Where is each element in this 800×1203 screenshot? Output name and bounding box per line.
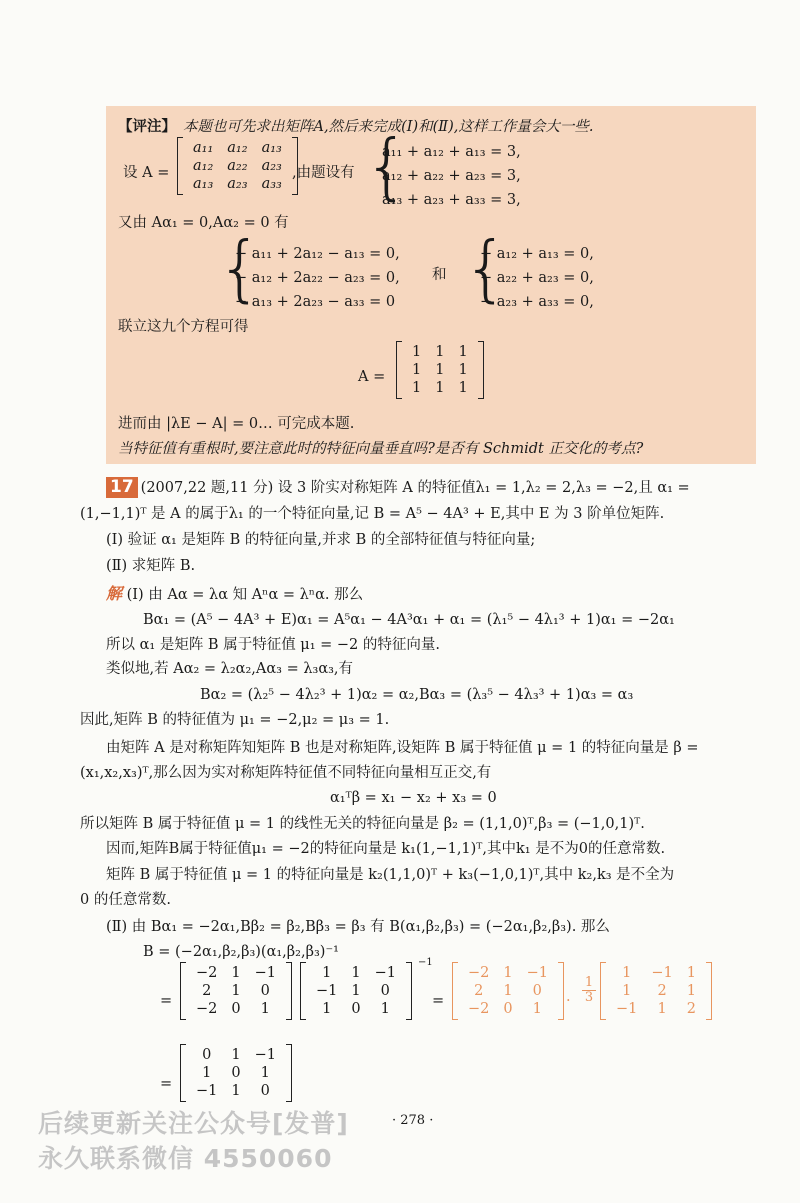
sys3-eq2: − a₂₂ + a₂₃ = 0,: [480, 270, 594, 286]
matrix-cell: 1: [458, 344, 468, 360]
solution-s12: 矩阵 B 属于特征值 μ = 1 的特征向量是 k₂(1,1,0)ᵀ + k₃(−1,0,1)ᵀ,其中 k₂,k₃ 是不全为: [106, 867, 675, 883]
matrix-cell: 1: [622, 983, 632, 999]
matrix-cell: −1: [254, 1047, 276, 1063]
matrix-cell: −2: [196, 965, 218, 981]
solution-s2: Bα₁ = (A⁵ − 4A³ + E)α₁ = A⁵α₁ − 4A³α₁ + α₁ = (λ₁⁵ − 4λ₁³ + 1)α₁ = −2α₁: [143, 612, 675, 628]
matrix-cell: 0: [231, 1065, 241, 1081]
matrix-cell: 0: [532, 983, 542, 999]
matrix-cell: 0: [231, 1001, 241, 1017]
solution-s1-text: (Ⅰ) 由 Aα = λα 知 Aⁿα = λⁿα. 那么: [126, 587, 364, 603]
problem-number: 17: [106, 477, 138, 498]
matrix-cell: 0: [260, 983, 270, 999]
matrix-cell: 0: [503, 1001, 513, 1017]
matrix-cell: a₁₃: [261, 140, 282, 156]
matrix-m5: [180, 1044, 292, 1102]
matrix-m4: [600, 962, 712, 1020]
note-question: 当特征值有重根时,要注意此时的特征向量垂直吗?是否有 Schmidt 正交化的考点?: [118, 441, 644, 457]
system-2: [235, 242, 400, 314]
solution-s8: (x₁,x₂,x₃)ᵀ,那么因为实对称矩阵特征值不同特征向量相互正交,有: [80, 765, 492, 781]
matrix-cell: 1: [231, 983, 241, 999]
matrix-cell: 1: [435, 380, 445, 396]
matrix-cell: −1: [616, 1001, 638, 1017]
matrix-cell: 1: [458, 362, 468, 378]
matrix-cell: 2: [474, 983, 484, 999]
fraction-den: 3: [582, 990, 596, 1005]
matrix-m2: [300, 962, 412, 1020]
matrix-cell: 1: [686, 965, 696, 981]
solution-s3: 所以 α₁ 是矩阵 B 属于特征值 μ₁ = −2 的特征向量.: [106, 637, 441, 653]
matrix-cell: 0: [202, 1047, 212, 1063]
equals-1: =: [160, 993, 173, 1009]
matrix-cell: 1: [412, 344, 422, 360]
matrix-cell: 1: [202, 1065, 212, 1081]
sys3-eq1: − a₁₂ + a₁₃ = 0,: [480, 246, 594, 262]
solution-s6: 因此,矩阵 B 的特征值为 μ₁ = −2,μ₂ = μ₃ = 1.: [80, 712, 390, 728]
matrix-cell: 2: [657, 983, 667, 999]
solution-s15: B = (−2α₁,β₂,β₃)(α₁,β₂,β₃)⁻¹: [143, 944, 339, 960]
matrix-cell: 0: [380, 983, 390, 999]
fraction-one-third: [582, 976, 596, 1006]
system-3: [480, 242, 594, 314]
matrix-cell: 1: [322, 1001, 332, 1017]
matrix-cell: 1: [412, 362, 422, 378]
matrix-cell: 0: [260, 1083, 270, 1099]
matrix-cell: 1: [231, 1083, 241, 1099]
matrix-cell: 1: [231, 1047, 241, 1063]
matrix-cell: −1: [316, 983, 338, 999]
matrix-cell: a₂₃: [261, 158, 282, 174]
matrix-cell: 1: [322, 965, 332, 981]
matrix-cell: −2: [468, 1001, 490, 1017]
matrix-cell: 1: [351, 983, 361, 999]
matrix-cell: −1: [374, 965, 396, 981]
matrix-cell: a₂₂: [227, 158, 248, 174]
note-label: 【评注】: [118, 119, 176, 135]
problem-part2: (Ⅱ) 求矩阵 B.: [106, 558, 196, 574]
solution-s1: [106, 584, 363, 604]
solution-s13: 0 的任意常数.: [80, 892, 171, 908]
note-intro: 本题也可先求出矩阵A,然后来完成(Ⅰ)和(Ⅱ),这样工作量会大一些.: [183, 119, 594, 135]
fraction-num: 1: [584, 975, 594, 990]
matrix-cell: a₁₃: [193, 176, 214, 192]
solution-s11: 因而,矩阵B属于特征值μ₁ = −2的特征向量是 k₁(1,−1,1)ᵀ,其中k₁ 是不为0的任意常数.: [106, 841, 666, 857]
matrix-cell: 1: [657, 1001, 667, 1017]
matrix-cell: a₂₃: [227, 176, 248, 192]
matrix-cell: 1: [231, 965, 241, 981]
matrix-cell: 2: [686, 1001, 696, 1017]
matrix-cell: 1: [503, 983, 513, 999]
matrix-cell: 2: [202, 983, 212, 999]
brace-sys2: {: [217, 226, 263, 310]
matrix-a-general: [177, 137, 298, 195]
matrix-cell: a₁₂: [227, 140, 248, 156]
brace-sys1: {: [364, 124, 410, 208]
problem-line2: (1,−1,1)ᵀ 是 A 的属于λ₁ 的一个特征向量,记 B = A⁵ − 4A³ + E,其中 E 为 3 阶单位矩阵.: [80, 506, 665, 522]
matrix-cell: a₃₃: [261, 176, 282, 192]
result-a-prefix: A =: [358, 369, 386, 385]
sys3-eq3: − a₂₃ + a₃₃ = 0,: [480, 294, 594, 310]
sys1-eq2: a₁₂ + a₂₂ + a₂₃ = 3,: [382, 168, 521, 184]
matrix-cell: 0: [351, 1001, 361, 1017]
sys2-eq3: − a₁₃ + 2a₂₃ − a₃₃ = 0: [235, 294, 396, 310]
matrix-cell: 1: [412, 380, 422, 396]
matrix-m1: [180, 962, 292, 1020]
solution-s10: 所以矩阵 B 属于特征值 μ = 1 的线性无关的特征向量是 β₂ = (1,1,0)ᵀ,β₃ = (−1,0,1)ᵀ.: [80, 816, 645, 832]
matrix-cell: 1: [260, 1065, 270, 1081]
equals-3: =: [160, 1076, 173, 1092]
solution-label: 解: [106, 584, 123, 603]
note-cond-text: ,由题设有: [292, 165, 355, 181]
matrix-cell: 1: [458, 380, 468, 396]
solution-s14: (Ⅱ) 由 Bα₁ = −2α₁,Bβ₂ = β₂,Bβ₃ = β₃ 有 B(α₁,β₂,β₃) = (−2α₁,β₂,β₃). 那么: [106, 919, 610, 935]
note-combine: 联立这九个方程可得: [118, 319, 249, 335]
matrix-cell: a₁₂: [193, 158, 214, 174]
matrix-cell: −1: [526, 965, 548, 981]
solution-s4: 类似地,若 Aα₂ = λ₂α₂,Aα₃ = λ₃α₃,有: [106, 661, 354, 677]
sys2-eq2: − a₁₂ + 2a₂₂ − a₂₃ = 0,: [235, 270, 400, 286]
brace-sys3: {: [463, 226, 509, 310]
problem-line1: [106, 477, 690, 498]
matrix-cell: 1: [435, 344, 445, 360]
equals-2: =: [432, 993, 445, 1009]
watermark-line2: 永久联系微信 4550060: [38, 1144, 333, 1173]
matrix-a-result: [396, 341, 484, 399]
matrix-cell: −1: [254, 965, 276, 981]
dot-operator: ·: [566, 993, 571, 1009]
matrix-cell: 1: [622, 965, 632, 981]
watermark-line1: 后续更新关注公众号[发普]: [38, 1109, 349, 1138]
sys2-eq1: − a₁₁ + 2a₁₂ − a₁₃ = 0,: [235, 246, 400, 262]
note-let-prefix: 设 A =: [123, 165, 170, 181]
problem-part1: (Ⅰ) 验证 α₁ 是矩阵 B 的特征向量,并求 B 的全部特征值与特征向量;: [106, 532, 536, 548]
matrix-cell: 1: [351, 965, 361, 981]
matrix-cell: 1: [435, 362, 445, 378]
matrix-cell: −2: [196, 1001, 218, 1017]
matrix-m3: [452, 962, 564, 1020]
sys1-eq1: a₁₁ + a₁₂ + a₁₃ = 3,: [382, 144, 521, 160]
solution-s5: Bα₂ = (λ₂⁵ − 4λ₂³ + 1)α₂ = α₂,Bα₃ = (λ₃⁵ − 4λ₃³ + 1)α₃ = α₃: [200, 687, 634, 703]
matrix-cell: 1: [503, 965, 513, 981]
matrix-cell: 1: [686, 983, 696, 999]
solution-s7: 由矩阵 A 是对称矩阵知矩阵 B 也是对称矩阵,设矩阵 B 属于特征值 μ = 1 的特征向量是 β =: [106, 740, 699, 756]
matrix-cell: 1: [380, 1001, 390, 1017]
page-number: · 278 ·: [392, 1113, 434, 1128]
note-from-line: 又由 Aα₁ = 0,Aα₂ = 0 有: [118, 215, 289, 231]
solution-s9: α₁ᵀβ = x₁ − x₂ + x₃ = 0: [330, 790, 497, 806]
matrix-cell: 1: [532, 1001, 542, 1017]
matrix-cell: −1: [196, 1083, 218, 1099]
matrix-cell: −2: [468, 965, 490, 981]
problem-line1-text: (2007,22 题,11 分) 设 3 阶实对称矩阵 A 的特征值λ₁ = 1,λ₂ = 2,λ₃ = −2,且 α₁ =: [140, 480, 690, 496]
sys1-eq3: a₁₃ + a₂₃ + a₃₃ = 3,: [382, 192, 521, 208]
matrix-cell: 1: [260, 1001, 270, 1017]
system-1: [382, 140, 521, 212]
note-then: 进而由 |λE − A| = 0… 可完成本题.: [118, 416, 355, 432]
matrix-cell: a₁₁: [193, 140, 214, 156]
matrix-cell: −1: [651, 965, 673, 981]
inverse-exponent: −1: [418, 957, 433, 968]
note-and: 和: [432, 267, 447, 283]
